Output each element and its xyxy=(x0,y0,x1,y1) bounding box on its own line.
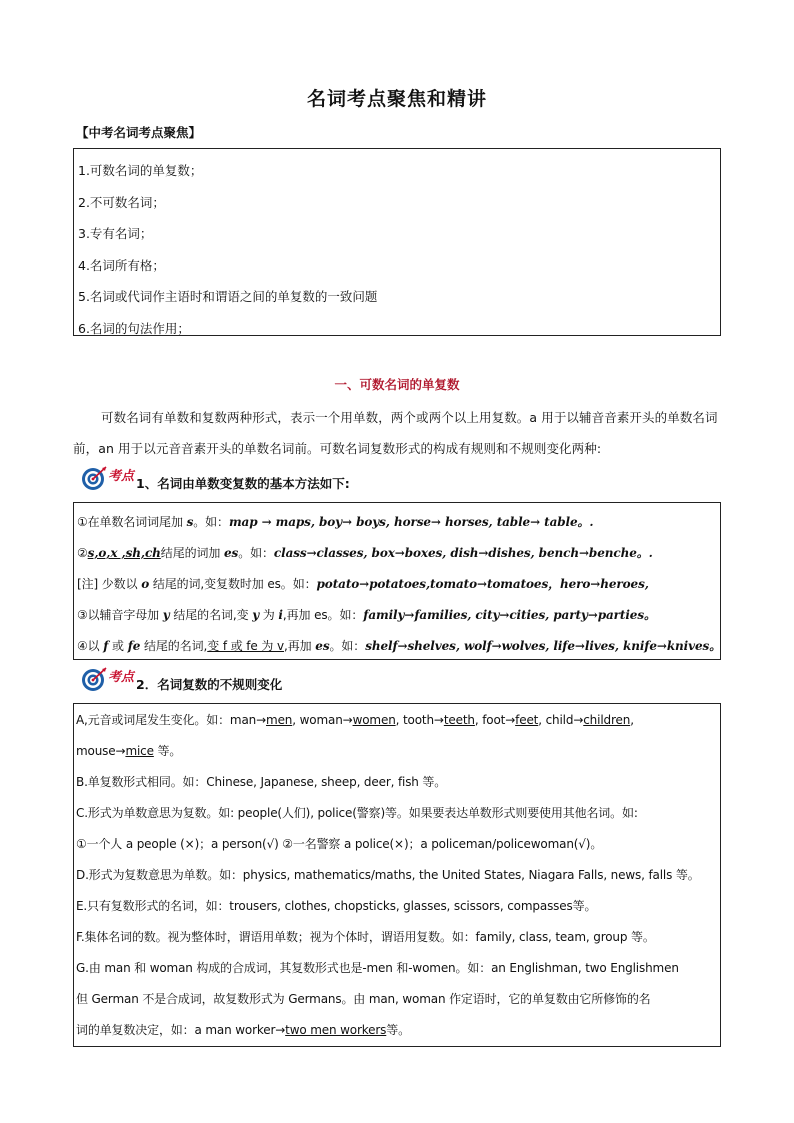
focus-item-5: 5.名词或代词作主语时和谓语之间的单复数的一致问题 xyxy=(78,289,378,304)
target-icon xyxy=(80,464,110,492)
irregular-c-line-2: ①一个人 a people (×)；a person(√) ②一名警察 a police(×)；a policeman/policewoman(√)。 xyxy=(76,837,603,851)
kaodian-1-header xyxy=(80,464,350,492)
target-icon xyxy=(80,665,110,693)
irregular-f: F.集体名词的数。视为整体时，谓语用单数；视为个体时，谓语用复数。如：family, class, team, group 等。 xyxy=(76,930,655,944)
rule-4: ④以 f 或 fe 结尾的名词,变 f 或 fe 为 v,再加 es。如：shelf→shelves, wolf→wolves, life→lives, knife→knives。 xyxy=(77,639,722,653)
focus-item-1: 1.可数名词的单复数； xyxy=(78,163,203,178)
irregular-box xyxy=(73,703,721,1047)
irregular-d: D.形式为复数意思为单数。如：physics, mathematics/maths, the United States, Niagara Falls, news, falls 等。 xyxy=(76,868,700,882)
kaodian-1-title: 1、名词由单数变复数的基本方法如下: xyxy=(136,476,350,491)
irregular-b: B.单复数形式相同。如：Chinese, Japanese, sheep, deer, fish 等。 xyxy=(76,775,447,789)
kaodian-2-title: 2．名词复数的不规则变化 xyxy=(136,677,283,692)
rule-note: [注] 少数以 o 结尾的词,变复数时加 es。如：potato→potatoes,tomato→tomatoes，hero→heroes, xyxy=(77,577,649,591)
kaodian-word: 考点 xyxy=(108,669,135,685)
irregular-c-line-1: C.形式为单数意思为复数。如: people(人们), police(警察)等。如果要表达单数形式则要使用其他名词。如: xyxy=(76,806,638,820)
rule-3: ③以辅音字母加 y 结尾的名词,变 y 为 i,再加 es。如：family→families, city→cities, party→parties。 xyxy=(77,608,656,622)
irregular-e: E.只有复数形式的名词，如：trousers, clothes, chopsticks, glasses, scissors, compasses等。 xyxy=(76,899,597,913)
irregular-g-line-3: 词的单复数决定，如：a man worker→two men workers等。 xyxy=(76,1023,410,1037)
focus-list-box xyxy=(73,148,721,336)
rules-box xyxy=(73,502,721,660)
kaodian-2-header xyxy=(80,665,282,693)
focus-item-3: 3.专有名词； xyxy=(78,226,153,241)
kaodian-word: 考点 xyxy=(108,468,135,484)
section-paragraph: 可数名词有单数和复数两种形式，表示一个用单数，两个或两个以上用复数。a 用于以辅音音素开头的单数名词前，an 用于以元音音素开头的单数名词前。可数名词复数形式的构成有规则和不规则变化两种: xyxy=(73,410,718,456)
focus-item-4: 4.名词所有格； xyxy=(78,257,165,273)
focus-item-2: 2.不可数名词； xyxy=(78,194,165,210)
irregular-a-line-2: mouse→mice 等。 xyxy=(76,744,182,758)
section-heading: 一、可数名词的单复数 xyxy=(334,377,460,392)
focus-label: 【中考名词考点聚焦】 xyxy=(76,125,202,140)
rule-1: ①在单数名词词尾加 s。如：map → maps, boy→ boys, horse→ horses, table→ table。. xyxy=(77,515,594,529)
rule-2: ②s,o,x ,sh,ch结尾的词加 es。如：class→classes, box→boxes, dish→dishes, bench→benche。. xyxy=(77,546,653,560)
irregular-a-line-1: A,元音或词尾发生变化。如：man→men, woman→women, tooth→teeth, foot→feet, child→children, xyxy=(76,713,634,727)
irregular-g-line-2: 但 German 不是合成词，故复数形式为 Germans。由 man, woman 作定语时，它的单复数由它所修饰的名 xyxy=(76,992,651,1006)
irregular-g-line-1: G.由 man 和 woman 构成的合成词，其复数形式也是-men 和-women。如：an Englishman, two Englishmen xyxy=(76,961,679,975)
document-title: 名词考点聚焦和精讲 xyxy=(306,88,487,110)
focus-item-6: 6.名词的句法作用； xyxy=(78,320,190,336)
